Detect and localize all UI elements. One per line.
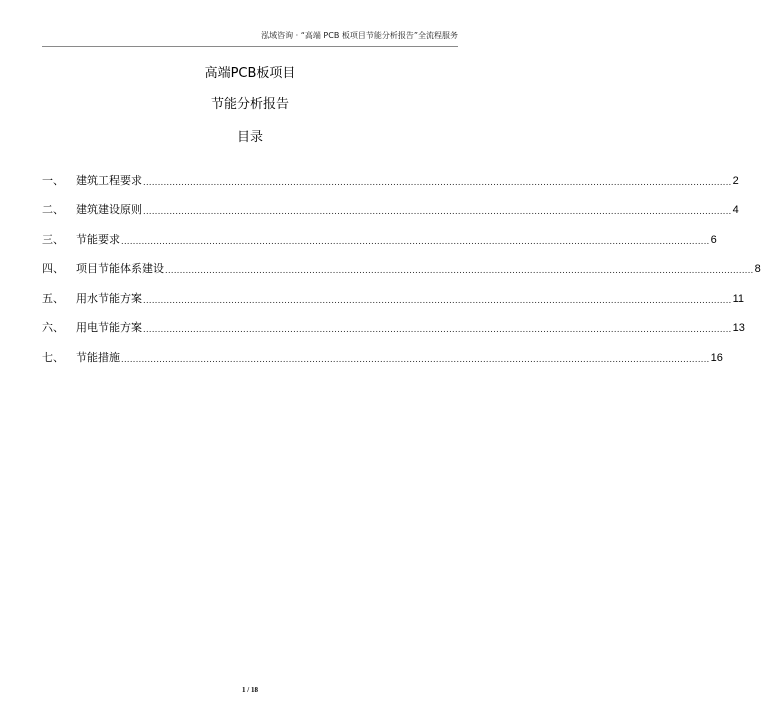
toc-dot-leader: ........................................................................................................................................................................................................ [165, 266, 754, 275]
toc-entry-number: 四、 [42, 262, 64, 275]
toc-entry-page: 6 [710, 233, 717, 246]
header-rule [42, 46, 458, 47]
toc-entry-page: 4 [732, 204, 739, 216]
toc-entry-title: 建筑工程要求 [76, 173, 142, 187]
toc-entry-page: 13 [732, 322, 745, 334]
toc-entry-page: 16 [710, 351, 723, 364]
toc-dot-leader: ........................................................................................................................................................................................................ [143, 207, 732, 216]
toc-entry-page: 2 [732, 174, 739, 187]
toc-entry[interactable] [42, 247, 761, 277]
toc-entry[interactable] [42, 335, 723, 365]
toc-entry-number: 五、 [42, 291, 64, 305]
toc-entry-title: 用水节能方案 [76, 291, 142, 305]
toc-entry-number: 七、 [42, 350, 64, 364]
table-of-contents [42, 158, 761, 365]
toc-entry-number: 六、 [42, 321, 64, 334]
toc-entry-title: 节能要求 [76, 232, 120, 246]
toc-entry-number: 二、 [42, 203, 64, 216]
toc-entry-page: 8 [754, 263, 761, 275]
toc-entry[interactable] [42, 158, 739, 188]
toc-entry[interactable] [42, 217, 717, 247]
toc-entry[interactable] [42, 306, 745, 336]
toc-entry-page: 11 [732, 292, 745, 305]
document-subtitle: 节能分析报告 [210, 97, 289, 112]
toc-entry[interactable] [42, 188, 739, 218]
toc-entry-title: 节能措施 [76, 350, 120, 364]
toc-entry-number: 三、 [42, 232, 64, 246]
page-number: 1 / 18 [242, 686, 258, 694]
toc-heading: 目录 [236, 130, 263, 145]
running-header: 泓域咨询 · “高端 PCB 板项目节能分析报告”全流程服务 [261, 31, 458, 40]
toc-entry-number: 一、 [42, 173, 64, 187]
toc-entry[interactable] [42, 276, 745, 306]
toc-dot-leader: ........................................................................................................................................................................................................ [121, 236, 710, 246]
toc-dot-leader: ........................................................................................................................................................................................................ [121, 354, 710, 364]
document-title: 高端PCB板项目 [204, 66, 296, 81]
toc-dot-leader: ........................................................................................................................................................................................................ [143, 295, 732, 305]
toc-dot-leader: ........................................................................................................................................................................................................ [143, 177, 732, 187]
toc-dot-leader: ........................................................................................................................................................................................................ [143, 325, 732, 334]
toc-entry-title: 项目节能体系建设 [76, 262, 164, 275]
toc-entry-title: 建筑建设原则 [76, 203, 142, 216]
toc-entry-title: 用电节能方案 [76, 321, 142, 334]
